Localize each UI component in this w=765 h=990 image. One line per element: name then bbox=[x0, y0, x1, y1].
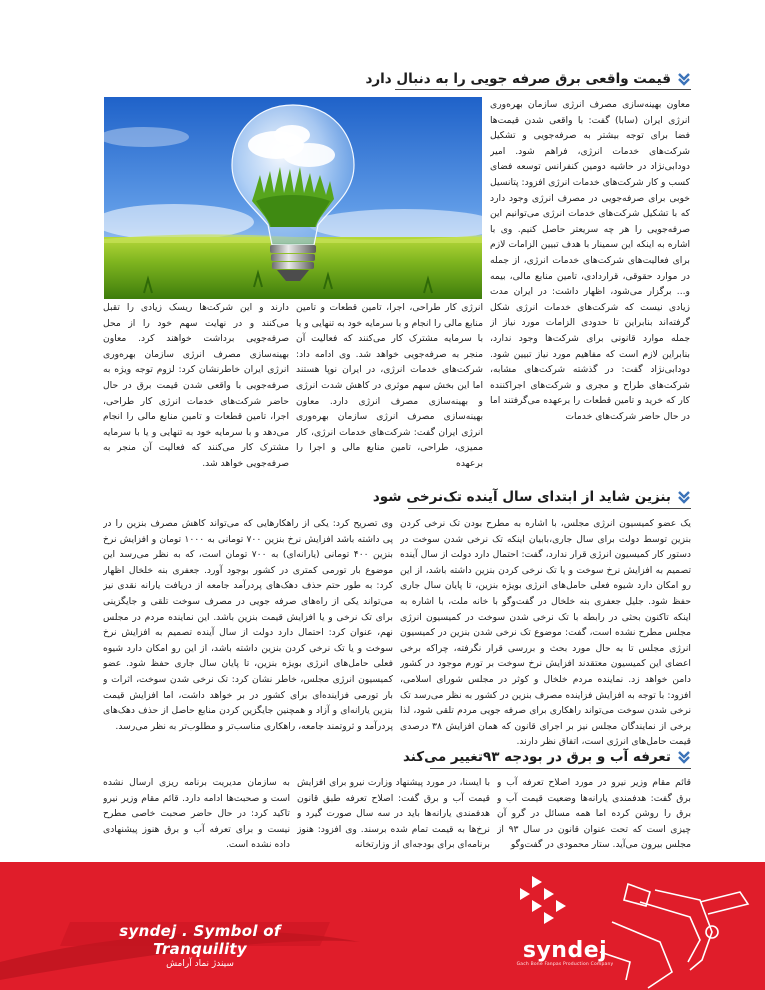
article3-rule bbox=[430, 768, 691, 769]
article1-heading bbox=[365, 68, 691, 90]
footer-tagline-fa: سیندژ نماد آرامش bbox=[166, 959, 234, 969]
article1-column-left: دارند و این شرکت‌ها ریسک زیادی را تقبل می‌کنند و در نهایت سهم خود را از محل صرفه‌جویی برداشت خواهند کرد. معاون بهینه‌سازی مصرف انرژی سازمان بهره‌وری انرژی ایران خاطرنشان کرد: لزوم توجه ویژه به صرفه‌جویی با واقعی شدن قیمت برق در حال حاضر شرکت‌های خدمات انرژی کار طراحی، اجرا، تامین قطعات و تامین منابع مالی را انجام می‌دهد و با سرمایه خود به تنهایی و یا با سرمایه مشترک کار می‌کنند که فعالیت آن منجر به صرفه‌جویی خواهد شد. bbox=[103, 302, 289, 468]
lightbulb-illustration bbox=[104, 97, 482, 299]
article2-column-left: وی تصریح کرد: یکی از راهکارهایی که می‌تواند کاهش مصرف بنزین را در پی داشته باشد افزایش نرخ بنزین ۷۰۰ تومانی به ۱۰۰۰ تومان و افزایش نرخ بنزین ۴۰۰ تومانی (یارانه‌ای) به ۷۰۰ تومان است، که به نظر می‌رسد این موضوع بار تورمی کمتری در کشور بوجود آورد. جعفری بنه خلخال اظهار کرد: به طور حتم حذف دهک‌های پردرآمد جامعه از دریافت یارانه نقدی نیز می‌تواند یکی از راه‌های صرفه جویی در مصرف سوخت تلقی و جایگزینی برای تک نرخی و یا افزایش قیمت بنزین باشد. این نماینده مردم در مجلس نهم، عنوان کرد: احتمال دارد دولت از سال آینده تصمیم به افزایش نرخ سوخت و یا تک نرخی کردن بنزین داشته باشد، از این رو امکان دارد شیوه فعلی حامل‌های انرژی بویژه بنزین، تا پایان سال جاری حفظ شود. عضو کمیسیون انرژی مجلس، خاطر نشان کرد: تک نرخی شدن سوخت، اثرات و بار تورمی فزاینده‌ای برای کشور در بر خواهد داشت، اما افزایش قیمت بنزین یارانه‌ای و آزاد و همچنین جایگزین کردن منابع حاصل از حذف دهک‌های پردرآمد و ثروتمند جامعه، راهکاری مناسب‌تر و مطلوب‌تر به نظر می‌رسد. bbox=[103, 518, 393, 732]
article1-column-middle: انرژی کار طراحی، اجرا، تامین قطعات و تامین منابع مالی را انجام و با سرمایه خود به تنهایی و یا با سرمایه مشترک کار می‌کنند که فعالیت آن منجر به صرفه‌جویی خواهد شد. وی ادامه داد: شرکت‌های خدمات انرژی، در ایران نوپا هستند اما این بخش سهم موثری در کاهش شدت انرژی و بهینه‌سازی مصرف انرژی دارد. معاون بهینه‌سازی مصرف انرژی سازمان بهره‌وری انرژی ایران گفت: شرکت‌های خدمات انرژی، کار ممیزی، طراحی، تامین منابع مالی و اجرا را برعهده bbox=[296, 302, 483, 468]
double-chevron-down-icon bbox=[677, 72, 691, 86]
article1-column-right: معاون بهینه‌سازی مصرف انرژی سازمان بهره‌وری انرژی ایران (سابا) گفت: با واقعی شدن قیمت‌ها فضا برای توجه بیشتر به صرفه‌جویی و تشکیل شرکت‌های خدمات انرژی، فراهم شود. امیر دودابی‌نژاد در حاشیه دومین کنفرانس توسعه فضای کسب و کار شرکت‌های خدمات انرژی افزود: پتانسیل خوبی برای صرفه‌جویی در مصرف انرژی وجود دارد که با تشکیل شرکت‌های خدمات انرژی می‌توانیم این صرفه‌جویی را هر چه سریعتر حاصل کنیم. وی با اشاره به اینکه این سمینار با هدف تبیین الزامات لازم برای فعالیت‌های شرکت‌های خدمات انرژی، از جمله در موارد حقوقی، قراردادی، تامین منابع مالی، بیمه و... برگزار می‌شود، اظهار داشت: در ایران مدت زیادی نیست که شرکت‌های خدمات انرژی شکل گرفته‌اند بنابراین تا حدودی الزامات مورد نیاز از جمله موارد قانونی برای شرکت‌ها وجود ندارد، بنابراین لازم است که مفاهیم مورد نیاز تبیین شود. دودابی‌نژاد گفت: در گذشته شرکت‌های مشابه، شرکت‌های طراح و مجری و شرکت‌های اجراکننده کار که خرید و تامین قطعات را برعهده می‌گرفتند اما در حال حاضر شرکت‌های خدمات bbox=[490, 99, 690, 422]
article2-heading bbox=[373, 486, 691, 508]
article3-title: تعرفه آب و برق در بودجه ۹۳تغییر می‌کند bbox=[403, 749, 671, 765]
article2-title: بنزین شاید از ابتدای سال آینده تک‌نرخی شود bbox=[372, 489, 671, 505]
article1-rule bbox=[395, 89, 691, 90]
syndej-logo-wordmark: syndej bbox=[522, 938, 608, 963]
lightbulb-grass-photo bbox=[104, 97, 482, 299]
faucet-line-art-icon bbox=[600, 884, 748, 988]
syndej-droplet-logo-icon bbox=[520, 876, 566, 924]
footer-tagline-en: syndej . Symbol of Tranquility bbox=[119, 922, 281, 958]
article3-column-left: به سازمان مدیریت برنامه ریزی ارسال نشده است و صحبت‌ها ادامه دارد. قائم مقام وزیر نیرو تاکید کرد: در حال حاضر صحبت خاصی مطرح نیست و برای تعرفه آب و برق هنوز پیشنهادی داده نشده است. bbox=[103, 777, 290, 851]
syndej-logo-subtitle: Gach Bone Fanpas Production Company bbox=[516, 962, 614, 967]
double-chevron-down-icon bbox=[677, 490, 691, 504]
footer-tagline bbox=[80, 922, 320, 969]
article3-column-middle: با ایسنا، در مورد پیشنهاد وزارت نیرو برای افزایش قیمت آب و برق گفت: اصلاح تعرفه طبق قانون هدفمندی یارانه‌ها باید در سه سال صورت گیرد و نرخ‌ها به قیمت تمام شده برسند. وی افزود: هنوز برنامه‌ای برای بودجه‌ای از وزارتخانه bbox=[297, 777, 490, 851]
article2-column-right: یک عضو کمیسیون انرژی مجلس، با اشاره به مطرح بودن تک نرخی کردن بنزین توسط دولت برای سال جاری،بابیان اینکه تک نرخی شدن سوخت در دستور کار کمیسیون انرژی قرار ندارد، گفت: احتمال دارد دولت از سال آینده تصمیم به افزایش نرخ سوخت و یا تک نرخی کردن بنزین داشته باشد، از این رو امکان دارد شیوه فعلی حامل‌های انرژی بویژه بنزین، تا پایان سال جاری حفظ شود. جلیل جعفری بنه خلخال در گفت‌وگو با خانه ملت، با اشاره به اینکه تاکنون بحثی در رابطه با تک نرخی شدن سوخت در کمیسیون انرژی مجلس مطرح نشده است، گفت: موضوع تک نرخی شدن بنزین در کمیسیون انرژی مجلس تا به حال مورد بحث و بررسی قرار نگرفته، چراکه برخی اعضای این کمیسیون معتقدند افزایش نرخ سوخت بر تورم موجود در کشور دامن خواهد زد. نماینده مردم خلخال و کوثر در مجلس شورای اسلامی، افزود: با توجه به افزایش فزاینده مصرف بنزین در کشور به نظر می‌رسد تک نرخی شدن سوخت می‌تواند راهکاری برای صرفه جویی مردم تلقی شود، لذا برخی از نمایندگان مجلس نیز بر اجرای قانون که همان افزایش ۳۸ درصدی قیمت حامل‌های انرژی است، اتفاق نظر دارند. bbox=[400, 518, 691, 748]
article2-rule bbox=[408, 508, 691, 509]
double-chevron-down-icon bbox=[677, 750, 691, 764]
article1-title: قیمت واقعی برق صرفه جویی را به دنبال دارد bbox=[365, 71, 671, 87]
article3-column-right: قائم مقام وزیر نیرو در مورد اصلاح تعرفه آب و برق گفت: هدفمندی یارانه‌ها وضعیت قیمت آب و برق را روشن کرده اما همه مسائل در گرو آن چیزی است که تحت عنوان قانون در سال ۹۳ از مجلس بیرون می‌آید. ستار محمودی در گفت‌وگو bbox=[497, 777, 691, 851]
article3-heading bbox=[403, 746, 691, 768]
